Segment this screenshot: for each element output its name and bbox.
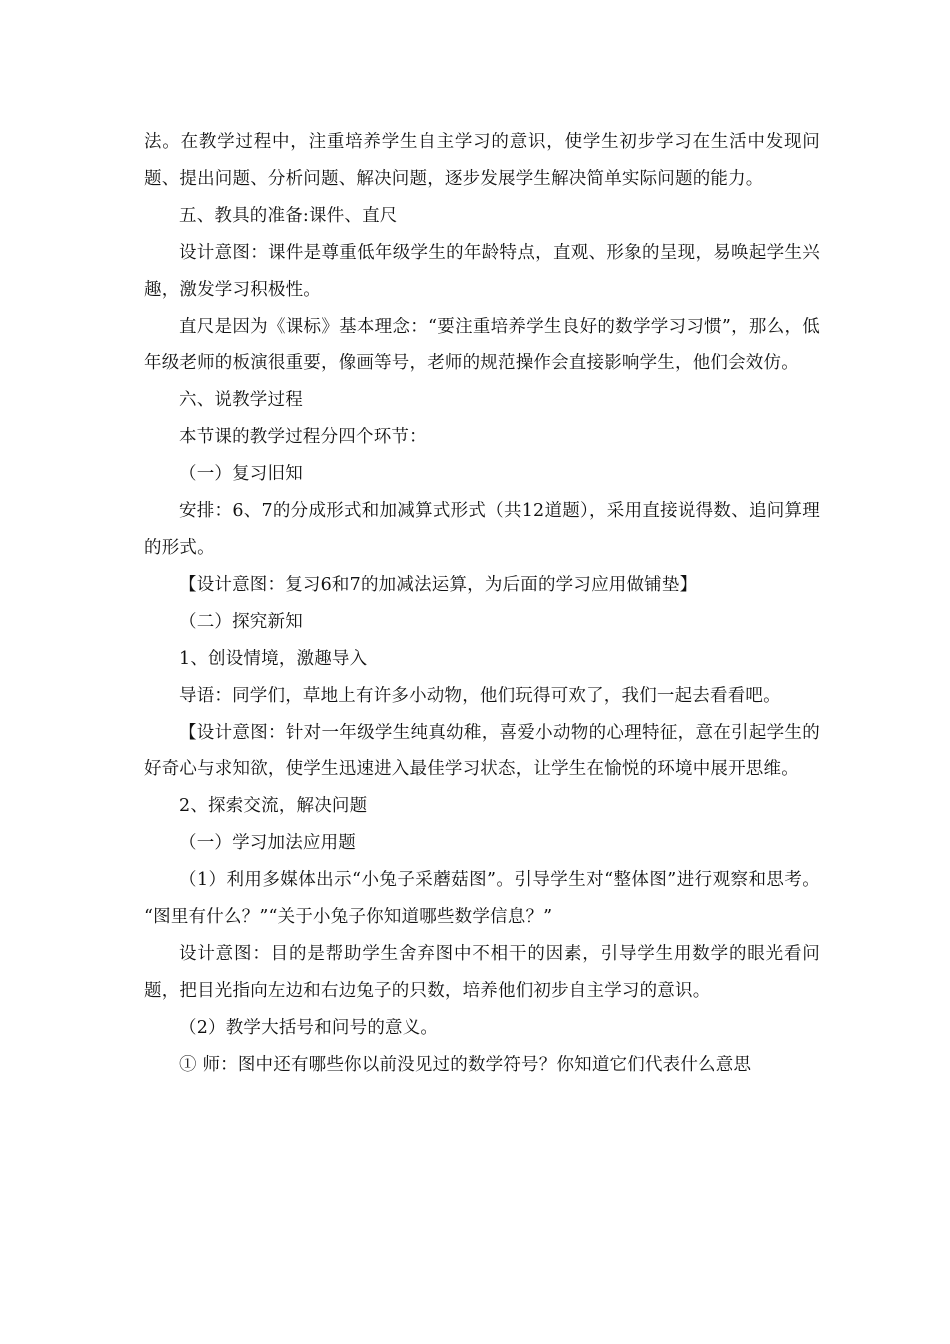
paragraph-design-intent-observe: 设计意图：目的是帮助学生舍弃图中不相干的因素，引导学生用数学的眼光看问题，把目光指向左边和右边兔子的只数，培养他们初步自主学习的意识。 xyxy=(144,943,820,1001)
subheading-explore-exchange: 2、探索交流，解决问题 xyxy=(179,796,368,817)
paragraph-design-intent-scenario: 【设计意图：针对一年级学生纯真幼稚，喜爱小动物的心理特征，意在引起学生的好奇心与求知欲，使学生迅速进入最佳学习状态，让学生在愉悦的环境中展开思维。 xyxy=(144,722,820,780)
subheading-scenario: 1、创设情境，激趣导入 xyxy=(179,648,368,669)
paragraph-multimedia: （1）利用多媒体出示“小兔子采蘑菇图”。引导学生对“整体图”进行观察和思考。 “图里有什么？”“关于小兔子你知道哪些数学信息？” xyxy=(144,870,820,928)
paragraph-ruler-reason: 直尺是因为《课标》基本理念：“要注重培养学生良好的数学学习习惯”，那么，低年级老师的板演很重要，像画等号，老师的规范操作会直接影响学生，他们会效仿。 xyxy=(144,316,820,374)
subheading-addition: （一）学习加法应用题 xyxy=(179,833,356,854)
paragraph-design-intent-courseware: 设计意图：课件是尊重低年级学生的年龄特点，直观、形象的呈现，易唤起学生兴趣，激发学习积极性。 xyxy=(144,242,820,300)
paragraph-teacher-question: ① 师：图中还有哪些你以前没见过的数学符号？你知道它们代表什么意思 xyxy=(179,1054,752,1075)
heading-teaching-aids: 五、教具的准备:课件、直尺 xyxy=(179,205,398,226)
heading-teaching-process: 六、说教学过程 xyxy=(179,390,303,411)
document-body xyxy=(144,124,820,1084)
paragraph-1: 法。在教学过程中，注重培养学生自主学习的意识，使学生初步学习在生活中发现问题、提出问题、分析问题、解决问题，逐步发展学生解决简单实际问题的能力。 xyxy=(144,132,820,189)
paragraph-four-stages: 本节课的教学过程分四个环节： xyxy=(179,427,427,448)
subheading-brace-question: （2）教学大括号和问号的意义。 xyxy=(179,1017,439,1038)
paragraph-design-intent-review: 【设计意图：复习6和7的加减法运算，为后面的学习应用做铺垫】 xyxy=(179,574,698,595)
paragraph-arrangement: 安排：6、7的分成形式和加减算式形式（共12道题），采用直接说得数、追问算理的形式。 xyxy=(144,501,820,558)
paragraph-intro-speech: 导语：同学们，草地上有许多小动物，他们玩得可欢了，我们一起去看看吧。 xyxy=(179,685,781,706)
subheading-explore: （二）探究新知 xyxy=(179,611,303,632)
subheading-review: （一）复习旧知 xyxy=(179,464,303,485)
